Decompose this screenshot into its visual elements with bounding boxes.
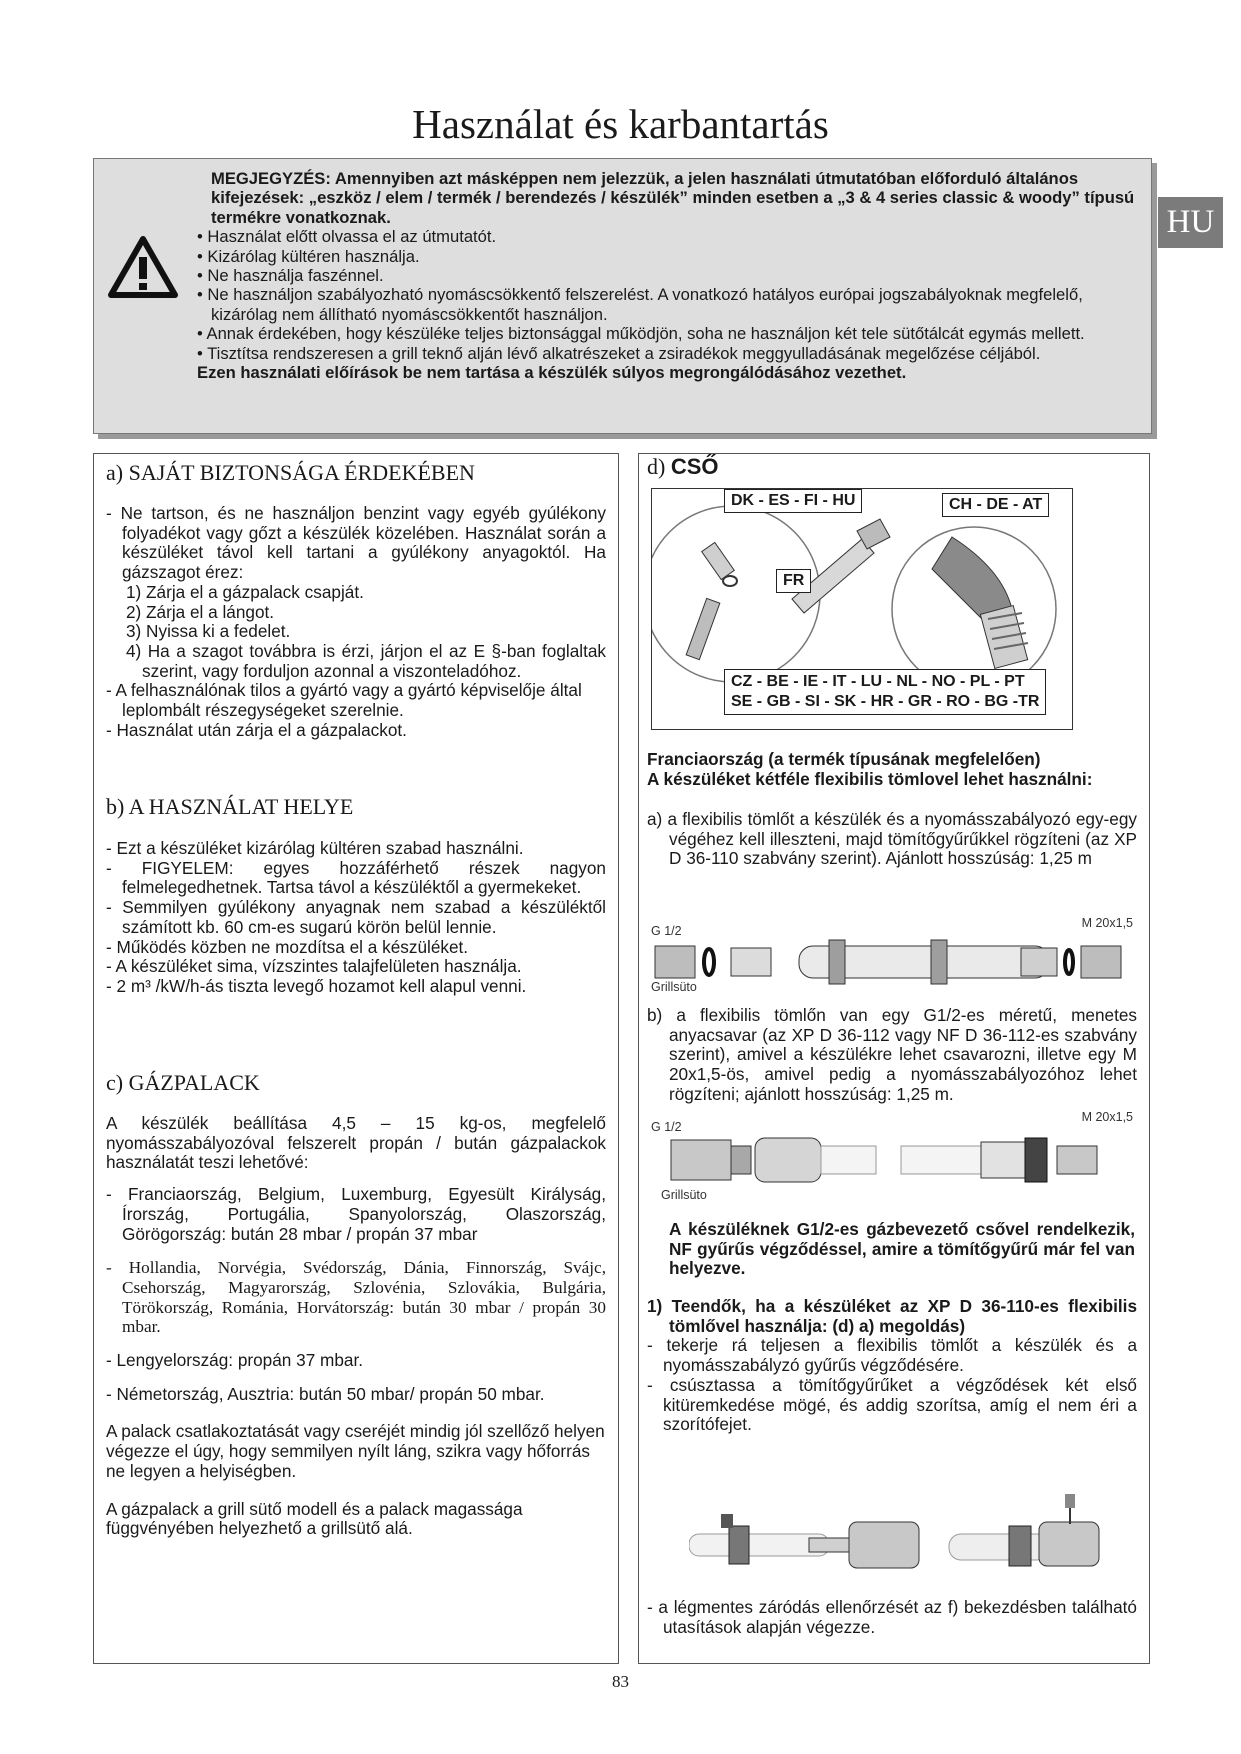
step-1-heading: 1) Teendők, ha a készüléket az XP D 36-110-es flexibilis tömlővel használja: (d) a) megoldás) (647, 1296, 1137, 1336)
france-heading-line: A készüléket kétféle flexibilis tömlovel lehet használni: (647, 768, 1093, 789)
notice-heading: MEGJEGYZÉS: Amennyiben azt másképpen nem jelezzük, a jelen használati útmutatóban előforduló általános kifejezések: „eszköz / elem / termék / berendezés / készülék” minden esetben a „3 & 4 series classic & woody” típusú termékre vonatkoznak. (211, 169, 1135, 227)
country-tag-line: SE - GB - SI - SK - HR - GR - RO - BG -TR (731, 693, 1040, 710)
section-d-prefix: d) (647, 454, 666, 479)
language-tab: HU (1158, 197, 1223, 248)
section-a-step: 1) Zárja el a gázpalack csapját. (126, 581, 364, 602)
hose-b-right-label: M 20x1,5 (1081, 1110, 1133, 1124)
hose-b-drawing (651, 1120, 1143, 1206)
section-b-item: - FIGYELEM: egyes hozzáférhető részek nagyon felmelegedhetnek. Tartsa távol a készüléktől a gyermekeket. (106, 857, 606, 898)
section-c-title: c) GÁZPALACK (106, 1070, 260, 1095)
step-1-block (647, 1297, 1137, 1435)
section-a-intro: - Ne tartson, és ne használjon benzint vagy egyéb gyúlékony folyadékot vagy gőzt a készülék közelében. Használat során a készüléket távol kell tartani a gyúlékony anyagoktól. Ha gázszagot érez: (106, 503, 606, 583)
section-d-title (647, 454, 719, 480)
section-c-countries: - Lengyelország: propán 37 mbar. (106, 1350, 364, 1371)
section-b-item: - Működés közben ne mozdítsa el a készüléket. (106, 936, 469, 957)
section-a-title: a) SAJÁT BIZTONSÁGA ÉRDEKÉBEN (106, 460, 475, 485)
section-c-intro: A készülék beállítása 4,5 – 15 kg-os, megfelelő nyomásszabályozóval felszerelt propán / bután gázpalackok használatát teszi lehetővé: (106, 1113, 606, 1173)
hose-a-left-label: G 1/2 (651, 924, 682, 938)
hose-a-right-label: M 20x1,5 (1081, 916, 1133, 930)
section-b-item: - A készüléket sima, vízszintes talajfelületen használja. (106, 956, 522, 977)
warning-triangle-icon (108, 235, 178, 299)
left-column (93, 453, 619, 1664)
country-tag-list (724, 669, 1046, 715)
section-a-item: - Használat után zárja el a gázpalackot. (106, 719, 407, 740)
france-heading (647, 750, 1147, 789)
section-c-countries: - Németország, Ausztria: bután 50 mbar/ propán 50 mbar. (106, 1383, 545, 1404)
country-tag-fr: FR (776, 569, 811, 593)
country-tag: CH - DE - AT (942, 493, 1049, 517)
inlet-note: A készüléknek G1/2-es gázbevezető csővel rendelkezik, NF gyűrűs végződéssel, amire a tömítőgyűrű már fel van helyezve. (669, 1219, 1135, 1279)
notice-bullet: • Tisztítsa rendszeresen a grill teknő alján lévő alkatrészeket a zsiradékok meggyulladásának megelőzése céljából. (197, 344, 1137, 363)
section-a-item: - A felhasználónak tilos a gyártó vagy a gyártó képviselője által leplombált részegységeket szerelnie. (106, 680, 582, 721)
notice-bullet: • Ne használjon szabályozható nyomáscsökkentő felszerelést. A vonatkozó hatályos európai jogszabályoknak megfelelő, kizárólag nem állítható nyomáscsökkentőt használjon. (197, 285, 1137, 324)
section-a-body (106, 504, 606, 740)
right-column (638, 453, 1150, 1664)
hose-b-left-label: G 1/2 (651, 1120, 682, 1134)
section-d-label: CSŐ (670, 454, 719, 479)
option-b-text: b) a flexibilis tömlőn van egy G1/2-es méretű, menetes anyacsavar (az XP D 36-112 vagy NF D 36-112-es szabvány szerint), amivel a készülékre lehet csavarozni, illetve egy M 20x1,5-ös, amivel pedig a nyomásszabályozóhoz lehet rögzíteni; ajánlott hosszúság: 1,25 m. (647, 1005, 1137, 1104)
section-b-item: - Semmilyen gyúlékony anyagnak nem szabad a készüléktől számított kb. 60 cm-es sugarú körön belül lennie. (106, 897, 606, 937)
notice-bullet: • Annak érdekében, hogy készüléke teljes biztonsággal működjön, soha ne használjon két tele sütőtálcát egymás mellett. (197, 324, 1137, 343)
section-b-title: b) A HASZNÁLAT HELYE (106, 794, 354, 819)
notice-bullet: • Kizárólag kültéren használja. (197, 247, 1137, 266)
section-c-countries: - Hollandia, Norvégia, Svédország, Dánia, Finnország, Svájc, Csehország, Magyarország, Szlovénia, Szlovákia, Bulgária, Törökország, Románia, Horvátország: bután 30 mbar / propán 30 mbar. (106, 1258, 606, 1337)
final-item: - a légmentes záródás ellenőrzését az f) bekezdésben található utasítások alapján végezze. (647, 1597, 1137, 1637)
clamp-illustration (689, 1494, 1109, 1584)
france-heading-line: Franciaország (a termék típusának megfelelően) (647, 749, 1041, 769)
country-tag: DK - ES - FI - HU (724, 489, 862, 513)
step-1-item: - tekerje rá teljesen a flexibilis tömlőt a készülék és a nyomásszabályzó gyűrűs végződésére. (647, 1335, 1137, 1376)
notice-footer: Ezen használati előírások be nem tartása a készülék súlyos megrongálódásához vezethet. (197, 363, 907, 383)
hose-a-drawing (651, 916, 1143, 994)
hose-b-bottom-label: Grillsüto (661, 1188, 707, 1202)
section-a-step: 2) Zárja el a lángot. (126, 601, 275, 622)
hose-a-illustration (651, 916, 1143, 994)
hose-a-bottom-label: Grillsüto (651, 980, 697, 994)
section-b-item: - 2 m³ /kW/h-ás tiszta levegő hozamot kell alapul venni. (106, 975, 527, 996)
section-b-item: - Ezt a készüléket kizárólag kültéren szabad használni. (106, 838, 524, 858)
section-c-paragraph: A palack csatlakoztatását vagy cseréjét mindig jól szellőző helyen végezze el úgy, hogy semmilyen nyílt láng, szikra vagy hőforrás ne legyen a helyiségben. (106, 1421, 605, 1481)
clamp-drawing (689, 1494, 1109, 1584)
section-c-paragraph: A gázpalack a grill sütő modell és a palack magassága függvényében helyezhető a grillsütő alá. (106, 1498, 523, 1539)
country-tag-line: CZ - BE - IE - IT - LU - NL - NO - PL - PT (731, 673, 1025, 690)
connector-diagram (651, 488, 1073, 730)
section-b-body (106, 839, 606, 997)
notice-bullet: • Használat előtt olvassa el az útmutatót. (197, 227, 1137, 246)
notice-bullet: • Ne használja faszénnel. (197, 266, 1137, 285)
section-a-step: 4) Ha a szagot továbbra is érzi, járjon el az E §-ban foglaltak szerint, vagy forduljon azonnal a viszonteladóhoz. (126, 640, 606, 681)
page-number: 83 (612, 1672, 629, 1691)
page-title: Használat és karbantartás (412, 101, 829, 147)
hose-b-illustration (651, 1110, 1143, 1206)
section-c-body (106, 1114, 606, 1539)
step-1-item: - csúsztassa a tömítőgyűrűket a végződések két első kitüremkedése mögé, és addig szorítsa, amíg el nem éri a szorítófejet. (647, 1374, 1137, 1435)
section-c-countries: - Franciaország, Belgium, Luxemburg, Egyesült Királyság, Írország, Portugália, Spanyolország, Olaszország, Görögország: bután 28 mbar / propán 37 mbar (106, 1184, 606, 1244)
section-a-step: 3) Nyissa ki a fedelet. (126, 621, 291, 642)
safety-notice-box (93, 158, 1152, 434)
option-a-text: a) a flexibilis tömlőt a készülék és a nyomásszabályozó egy-egy végéhez kell illeszteni, majd tömítőgyűrűkkel rögzíteni (az XP D 36-110 szabvány szerint). Ajánlott hosszúság: 1,25 m (647, 809, 1137, 869)
